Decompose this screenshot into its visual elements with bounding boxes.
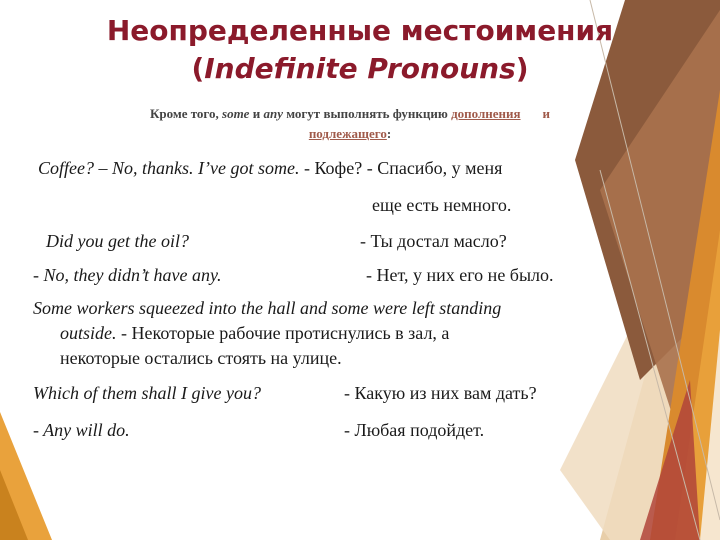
example-3-ru: - Нет, у них его не было. bbox=[366, 265, 554, 285]
title-open-paren: ( bbox=[191, 52, 205, 85]
example-6-en bbox=[33, 418, 130, 442]
example-4-line1 bbox=[33, 296, 501, 320]
example-2-ru: - Ты достал масло? bbox=[360, 231, 507, 251]
page-title bbox=[0, 12, 720, 88]
example-1-continued bbox=[372, 193, 511, 217]
example-4-ru: - Некоторые рабочие протиснулись в зал, а bbox=[116, 323, 450, 343]
intro-and2: и bbox=[542, 106, 551, 121]
intro-text1: Кроме того, bbox=[149, 106, 223, 121]
example-5-en bbox=[33, 381, 261, 405]
example-1-ru: - Кофе? - Спасибо, у меня bbox=[299, 158, 503, 178]
example-4-en: Some workers squeezed into the hall and some were left standing bbox=[33, 298, 502, 318]
title-close-paren: ) bbox=[515, 52, 529, 85]
example-2-en bbox=[46, 229, 189, 253]
example-6-en-text: - Any will do. bbox=[33, 420, 130, 440]
example-1-ru-cont: еще есть немного. bbox=[372, 195, 512, 215]
example-5-ru: - Какую из них вам дать? bbox=[344, 383, 537, 403]
example-1-en: Coffee? – No, thanks. I’ve got some. bbox=[38, 158, 300, 178]
example-4-en2: outside. bbox=[60, 323, 117, 343]
intro-text bbox=[70, 104, 630, 144]
example-3-en-text: - No, they didn’t have any. bbox=[33, 265, 222, 285]
intro-any: any bbox=[263, 106, 283, 121]
example-4-line3: некоторые остались стоять на улице. bbox=[60, 348, 342, 368]
example-1 bbox=[38, 156, 502, 180]
link-podlezhashchego[interactable]: подлежащего bbox=[308, 126, 387, 141]
example-3-en bbox=[33, 263, 221, 287]
intro-text2: могут выполнять функцию bbox=[282, 106, 452, 121]
example-5-en-text: Which of them shall I give you? bbox=[33, 383, 261, 403]
title-line1: Неопределенные местоимения bbox=[106, 14, 614, 47]
intro-and1: и bbox=[249, 106, 264, 121]
title-line2 bbox=[0, 50, 720, 88]
example-2-en-text: Did you get the oil? bbox=[46, 231, 189, 251]
title-italic: Indefinite Pronouns bbox=[204, 52, 516, 85]
example-4-line2 bbox=[60, 321, 449, 345]
intro-some: some bbox=[222, 106, 250, 121]
example-6-ru: - Любая подойдет. bbox=[344, 420, 485, 440]
link-dopolneniya[interactable]: дополнения bbox=[451, 106, 521, 121]
intro-colon: : bbox=[386, 126, 392, 141]
